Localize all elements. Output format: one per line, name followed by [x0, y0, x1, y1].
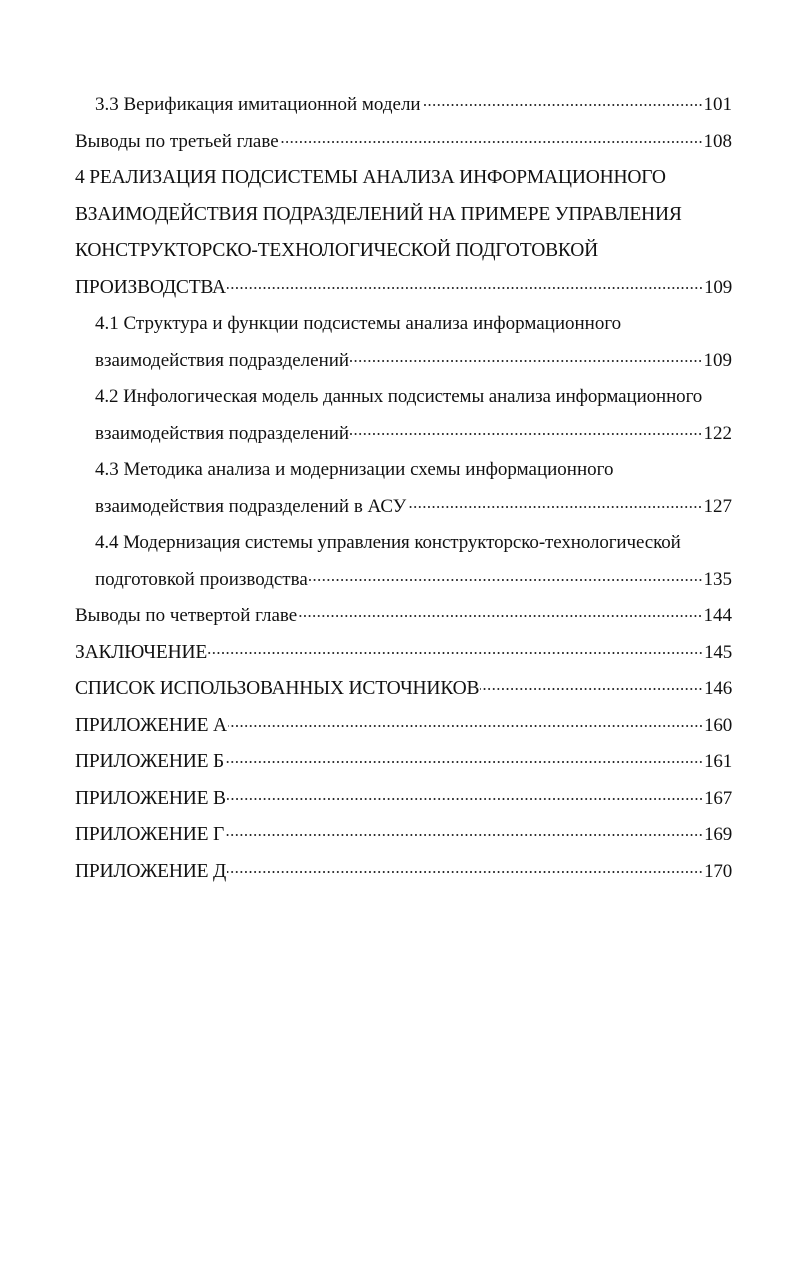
toc-entry-appendix-g — [75, 817, 732, 854]
toc-entry-title: взаимодействия подразделений — [95, 422, 350, 444]
toc-entry-title: взаимодействия подразделений в АСУ — [95, 495, 407, 517]
toc-entry-title: ПРИЛОЖЕНИЕ Б — [75, 751, 224, 772]
toc-entry-references — [75, 671, 732, 708]
toc-entry-page: 127 — [703, 495, 732, 517]
table-of-contents — [75, 87, 732, 890]
toc-entry-4-4 — [75, 562, 732, 599]
toc-entry-3-3 — [75, 87, 732, 124]
leader-dots — [350, 356, 702, 362]
toc-entry-4-3 — [75, 489, 732, 526]
toc-entry-page: 146 — [704, 678, 732, 699]
toc-chapter4-title-line-1: 4 РЕАЛИЗАЦИЯ ПОДСИСТЕМЫ АНАЛИЗА ИНФОРМАЦИОННОГО — [75, 167, 666, 188]
leader-dots — [422, 100, 703, 106]
toc-entry-page: 144 — [703, 605, 732, 626]
toc-entry-4-1-line-1: 4.1 Структура и функции подсистемы анализа информационного — [95, 313, 622, 334]
toc-chapter4-title-line-2: ВЗАИМОДЕЙСТВИЯ ПОДРАЗДЕЛЕНИЙ НА ПРИМЕРЕ УПРАВЛЕНИЯ — [75, 203, 682, 225]
toc-entry-page: 109 — [703, 349, 732, 371]
toc-entry-page: 109 — [704, 276, 732, 298]
toc-entry-page: 101 — [703, 94, 732, 115]
toc-entry-title: ПРИЛОЖЕНИЕ А — [75, 714, 227, 736]
leader-dots — [227, 283, 703, 289]
toc-entry-title: взаимодействия подразделений — [95, 349, 350, 371]
toc-entry-page: 160 — [704, 714, 732, 736]
toc-entry-page: 167 — [704, 787, 732, 809]
toc-entry-title: ЗАКЛЮЧЕНИЕ — [75, 641, 208, 663]
toc-entry-4-1 — [75, 343, 732, 380]
toc-entry-4-2 — [75, 416, 732, 453]
toc-chapter4-title-line-3: КОНСТРУКТОРСКО-ТЕХНОЛОГИЧЕСКОЙ ПОДГОТОВКОЙ — [75, 240, 599, 261]
leader-dots — [225, 757, 703, 763]
toc-entry-4-3-line-1: 4.3 Методика анализа и модернизации схемы информационного — [95, 459, 614, 480]
toc-entry-title: Выводы по четвертой главе — [75, 605, 298, 626]
leader-dots — [227, 794, 703, 800]
toc-entry-chapter3-conclusions — [75, 124, 732, 161]
toc-entry-page: 161 — [704, 751, 732, 772]
toc-entry-page: 135 — [703, 568, 732, 590]
leader-dots — [228, 721, 703, 727]
toc-entry-page: 145 — [704, 641, 732, 663]
toc-entry-title: 3.3 Верификация имитационной модели — [95, 94, 421, 115]
leader-dots — [350, 429, 702, 435]
leader-dots — [280, 137, 703, 143]
toc-entry-4-4-line-1: 4.4 Модернизация системы управления конструкторско-технологической — [95, 532, 681, 553]
leader-dots — [225, 830, 703, 836]
leader-dots — [298, 611, 702, 617]
toc-entry-page: 169 — [704, 824, 732, 845]
toc-entry-title: ПРИЛОЖЕНИЕ Д — [75, 860, 227, 882]
leader-dots — [227, 867, 703, 873]
toc-entry-page: 122 — [703, 422, 732, 444]
toc-entry-title: подготовкой производства — [95, 568, 308, 590]
toc-entry-page: 170 — [704, 860, 732, 882]
toc-entry-title: ПРИЛОЖЕНИЕ Г — [75, 824, 225, 845]
toc-entry-appendix-a — [75, 708, 732, 745]
toc-entry-appendix-d — [75, 854, 732, 891]
toc-entry-conclusion — [75, 635, 732, 672]
toc-entry-chapter4-conclusions — [75, 598, 732, 635]
toc-entry-title: Выводы по третьей главе — [75, 130, 279, 152]
toc-entry-page: 108 — [703, 130, 732, 152]
leader-dots — [480, 684, 703, 690]
toc-entry-4-2-line-1: 4.2 Инфологическая модель данных подсистемы анализа информационного — [95, 386, 703, 407]
toc-entry-appendix-b — [75, 744, 732, 781]
toc-entry-appendix-v — [75, 781, 732, 818]
leader-dots — [208, 648, 703, 654]
leader-dots — [309, 575, 703, 581]
toc-entry-title: ПРИЛОЖЕНИЕ В — [75, 787, 226, 809]
leader-dots — [407, 502, 702, 508]
toc-entry-title: ПРОИЗВОДСТВА — [75, 276, 226, 298]
toc-entry-chapter4 — [75, 270, 732, 307]
toc-entry-title: СПИСОК ИСПОЛЬЗОВАННЫХ ИСТОЧНИКОВ — [75, 678, 480, 699]
